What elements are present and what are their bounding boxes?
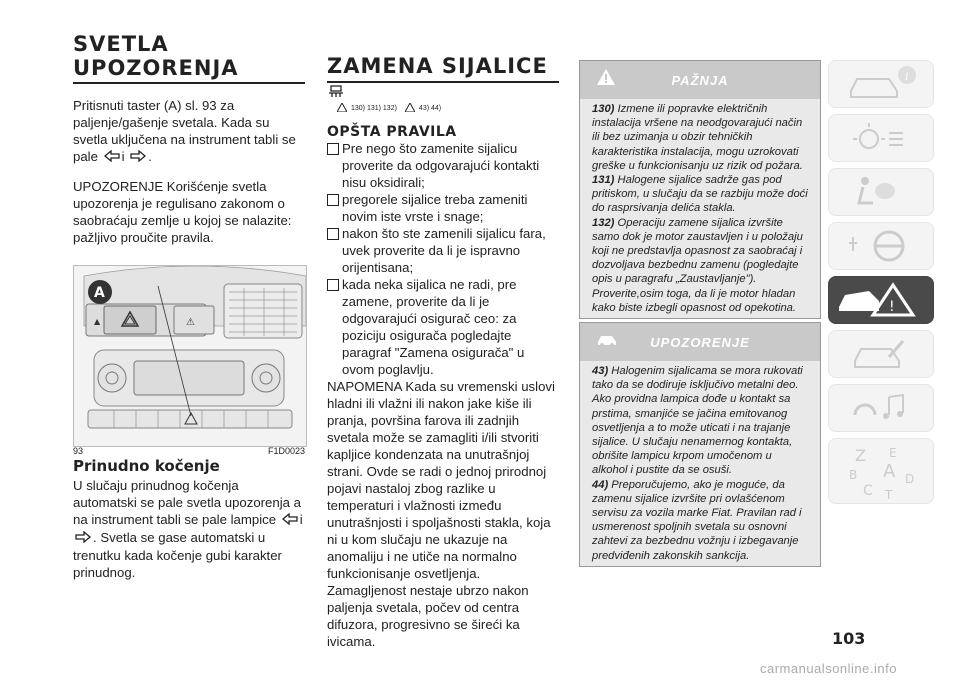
turn-right-lamp-icon: [130, 149, 146, 166]
list-item: Pre nego što zamenite sijalicu proverite da odgovarajući kontakti nisu oksidirali;: [327, 140, 559, 191]
sidebar-tab-multimedia[interactable]: [828, 384, 934, 432]
warning-box: [579, 322, 821, 567]
warning-item: 43) Halogenim sijalicama se mora rukovati tako da se dodiruje isključivo metalni deo. Ako providna lampica dođe u kontakt sa prstima, smanjiće se jačina emitovanog osvetljenja a to može uticati i na trajanje sijalice. U slučaju nenamernog kontakta, obrišite lampicu krpom umočenom u alkohol i pustite da se osuši.: [592, 365, 803, 477]
note-paragraph: NAPOMENA Kada su vremenski uslovi hladni ili vlažni ili nakon jake kiše ili pranja, površina farova ili zadnjih svetala može se zamagliti i/ili stvoriti kapljice kondenzata na unutrašnjoj strani. Ovde se radi o jednoj prirodnoj pojavi nastaloj zbog razlike u temperaturi i vlažnosti između unutrašnjosti i spoljašnosti stakla, koja ni u kom slučaju ne ukazuje na anomaliju i ne utiče na normalno funkcionisanje osvetljenja. Zamagljenost nestaje ubrzo nakon paljenja svetala, počev od centra difuzora, progresivno se šireći ka ivicama.: [327, 379, 555, 649]
title-zamena-sijalice: ZAMENA SIJALICE: [327, 54, 548, 78]
intro-text: Pritisnuti taster (A) sl. 93 za paljenje/gašenje svetala. Kada su svetla uključena na instrument tabli se pale: [73, 98, 296, 164]
sidebar-tab-car-info[interactable]: [828, 60, 934, 108]
car-info-icon: [829, 61, 933, 107]
sidebar-tab-dashboard-lights[interactable]: [828, 114, 934, 162]
caution-item: 131) Halogene sijalice sadrže gas pod pritiskom, u slučaju da se razbiju može doći do rasprsivanja delića stakla.: [592, 174, 808, 215]
warning-references: [327, 84, 345, 99]
refs-caution: 130) 131) 132): [351, 105, 397, 112]
turn-left-lamp-icon-2: [282, 512, 298, 529]
figure-label-a: A: [94, 285, 105, 301]
svg-text:A: A: [883, 461, 896, 482]
svg-text:!: !: [889, 299, 895, 315]
section-title-svetla-upozorenja: [73, 32, 305, 84]
sidebar-tab-maintenance[interactable]: [828, 330, 934, 378]
multimedia-icon: [829, 385, 933, 431]
lamps-join: i: [121, 149, 125, 164]
title-line-2: UPOZORENJA: [73, 56, 239, 80]
svg-text:B: B: [849, 468, 858, 482]
svg-text:C: C: [863, 483, 873, 499]
caution-box: [579, 60, 821, 319]
svg-text:▲: ▲: [94, 317, 101, 326]
svg-text:i: i: [905, 70, 909, 83]
title-line-1: SVETLA: [73, 32, 169, 56]
lamps-join-2: i: [299, 512, 303, 527]
figure-caption: [73, 446, 305, 456]
bulb-icon: [327, 84, 345, 99]
steering-wheel-icon: [829, 223, 933, 269]
list-item: pregorele sijalice treba zameniti novim iste vrste i snage;: [327, 191, 559, 225]
sidebar-tab-index[interactable]: [828, 438, 934, 504]
figure-93-dashboard: [73, 265, 307, 447]
emergency-braking-text-a: U slučaju prinudnog kočenja automatski se pale svetla upozorenja a na instrument tabli se pale lampice: [73, 478, 301, 527]
car-warning-icon: [596, 330, 618, 353]
list-item: kada neka sijalica ne radi, pre zamene, proverite da li je odgovarajući osigurač ceo: za poziciju osigurača pogledajte paragraf "Zamena osigurača" u ovom poglavlju.: [327, 276, 559, 378]
caution-item: 132) Operaciju zamene sijalica izvršite samo dok je motor zaustavljen i u položaju koji ne predstavlja opasnost za saobraćaj i dozvoljava bezbednu zamenu (pogledajte opis u paragrafu „Zaustavljanje"). Proverite,osim toga, da li je motor hladan kako biste izbegli opasnost od opekotina.: [592, 216, 803, 314]
caution-title: PAŽNJA: [671, 72, 729, 88]
chapter-sidebar: [828, 60, 932, 510]
sidebar-tab-emergency[interactable]: [828, 276, 934, 324]
dashboard-lights-icon: [829, 115, 933, 161]
warning-icon: [405, 103, 415, 114]
warning-item: 44) Preporučujemo, ako je moguće, da zamenu sijalice izvršite pri ovlašćenom servisu za vozila marke Fiat. Pravilan rad i usmerenost spoljnih svetala su osnovni zahtevi za bezbednu vožnju i izbegavanje predviđenih zakonskih sankcija.: [592, 478, 802, 562]
svg-text:⚠: ⚠: [186, 317, 195, 328]
page-number: 103: [832, 629, 866, 648]
caution-icon: [337, 103, 347, 114]
warning-law-paragraph: UPOZORENJE Korišćenje svetla upozorenja je regulisano zakonom o saobraćaju zemlje u kojoj se nalazite: pažljivo proučite pravila.: [73, 179, 292, 245]
svg-text:T: T: [885, 488, 893, 502]
emergency-braking-text-b: . Svetla se gase automatski u trenutku kada kočenje gubi karakter prinudnog.: [73, 530, 282, 581]
sidebar-tab-airbag[interactable]: [828, 168, 934, 216]
turn-right-lamp-icon-2: [75, 530, 91, 547]
figure-code: F1D0023: [267, 446, 305, 456]
svg-text:E: E: [889, 446, 897, 460]
subtitle-prinudno-kocenje: Prinudno kočenje: [73, 457, 220, 475]
sidebar-tab-driving[interactable]: [828, 222, 934, 270]
list-item: nakon što ste zamenili sijalicu fara, uvek proverite da li je ispravno orijentisana;: [327, 225, 559, 276]
warning-title: UPOZORENJE: [650, 334, 750, 350]
car-warning-icon: [829, 277, 933, 323]
caution-triangle-icon: [596, 68, 616, 91]
turn-left-lamp-icon: [104, 149, 120, 166]
refs-warning: 43) 44): [418, 105, 442, 112]
subtitle-opsta-pravila: OPŠTA PRAVILA: [327, 124, 457, 140]
svg-text:Z: Z: [855, 446, 866, 465]
section-title-zamena-sijalice: [327, 54, 559, 83]
watermark: carmanualsonline.info: [760, 661, 897, 676]
svg-text:D: D: [905, 472, 915, 486]
wrench-car-icon: [829, 331, 933, 377]
figure-number: 93: [73, 446, 84, 456]
caution-item: 130) Izmene ili popravke električnih instalacija vršene na neodgovarajući način ili bez uzimanja u obzir tehničkih karakteristika instalacija, mogu uzrokovati greške u funkcionisanju uz rizik od požara.: [592, 103, 803, 172]
alphabet-index-icon: [829, 439, 933, 503]
airbag-seat-icon: [829, 169, 933, 215]
